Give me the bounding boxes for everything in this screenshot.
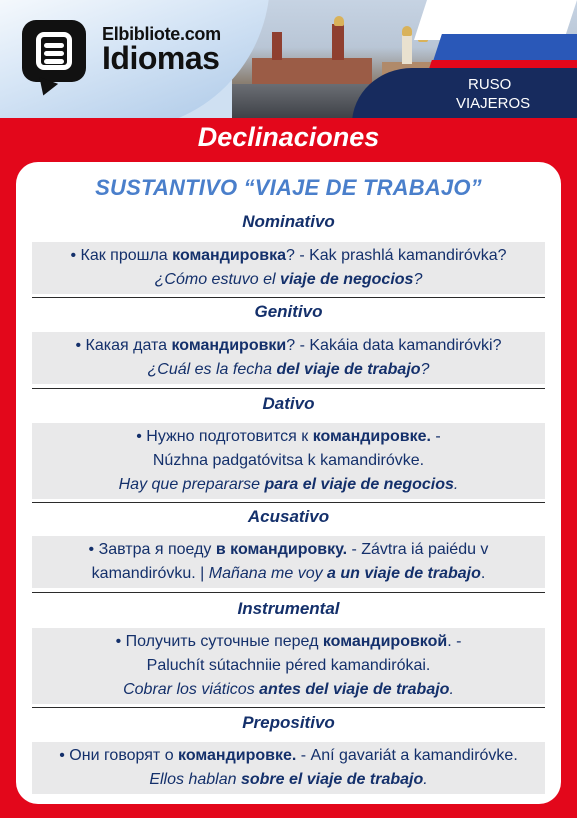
- example-line-translit: Núzhna padgatóvitsa k kamandiróvke.: [152, 452, 425, 469]
- example-line-es: Cobrar los viáticos antes del viaje de trabajo.: [123, 681, 454, 698]
- page-title: Declinaciones: [197, 122, 380, 152]
- card-title: SUSTANTIVO “VIAJE DE TRABAJO”: [95, 175, 482, 200]
- example-box: [32, 332, 545, 384]
- divider: [32, 502, 545, 503]
- divider: [32, 297, 545, 298]
- tag-language: RUSO: [468, 76, 512, 93]
- example-line-es: ¿Cuál es la fecha del viaje de trabajo?: [147, 361, 430, 378]
- logo-brand: Idiomas: [102, 40, 220, 76]
- case-heading: Nominativo: [242, 212, 335, 231]
- example-line-es: ¿Cómo estuvo el viaje de negocios?: [154, 271, 423, 288]
- tag-category: VIAJEROS: [456, 95, 531, 112]
- example-box: [32, 536, 545, 588]
- example-line-translit: Paluchít sútachniie péred kamandirókai.: [146, 657, 431, 674]
- content-card: [16, 162, 561, 804]
- divider: [32, 592, 545, 593]
- case-heading: Prepositivo: [242, 713, 335, 732]
- example-line-ru: • Какая дата командировки? - Kakáia data kamandiróvki?: [75, 337, 502, 354]
- logo-icon: [22, 20, 86, 82]
- example-line-ru: • Завтра я поеду в командировку. - Závtra iá paiédu v: [88, 541, 489, 558]
- example-line-es: Hay que prepararse para el viaje de negocios.: [118, 476, 459, 493]
- example-box: [32, 423, 545, 499]
- case-heading: Dativo: [262, 394, 315, 413]
- example-line-mixed: kamandiróvku. | Mañana me voy a un viaje de trabajo.: [91, 565, 486, 582]
- divider: [32, 388, 545, 389]
- example-line-es: Ellos hablan sobre el viaje de trabajo.: [149, 771, 428, 788]
- example-box: [32, 742, 545, 794]
- case-heading: Acusativo: [247, 507, 330, 526]
- example-line-ru: • Получить суточные перед командировкой. -: [115, 633, 462, 650]
- case-heading: Instrumental: [237, 599, 340, 618]
- example-box: [32, 242, 545, 294]
- example-line-ru: • Нужно подготовится к командировке. -: [136, 428, 441, 445]
- divider: [32, 707, 545, 708]
- header-banner: [0, 0, 577, 118]
- case-heading: Genitivo: [254, 302, 323, 321]
- example-line-ru: • Как прошла командировка? - Kak prashlá kamandiróvka?: [70, 247, 507, 264]
- example-box: [32, 628, 545, 704]
- example-line-ru: • Они говорят о командировке. - Aní gavariát a kamandiróvke.: [59, 747, 518, 764]
- logo-site-name: Elbibliote.com: [102, 24, 221, 44]
